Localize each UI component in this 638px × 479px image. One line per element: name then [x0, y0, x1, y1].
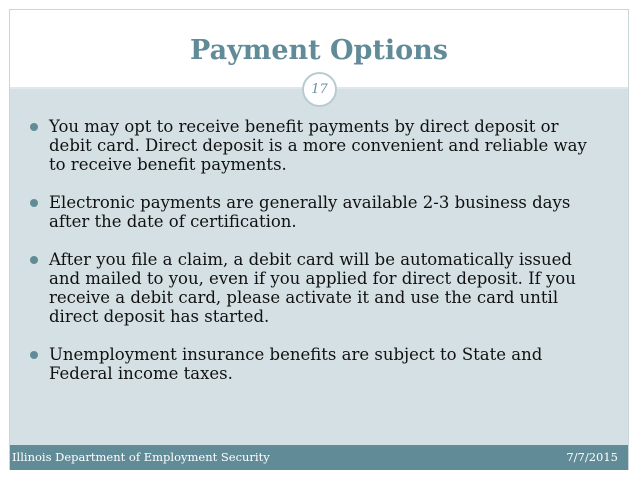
- bullet-dot-icon: [30, 199, 38, 207]
- slide-title: Payment Options: [190, 35, 448, 66]
- footer-date: 7/7/2015: [566, 450, 618, 464]
- bullet-list: [30, 117, 600, 402]
- bullet-item: [30, 250, 600, 326]
- bullet-text: After you file a claim, a debit card will be automatically issued and mailed to you, even if you applied for direct deposit. If you receive a debit card, please activate it and use the card until direct deposit has started.: [49, 250, 576, 326]
- bullet-text: Unemployment insurance benefits are subject to State and Federal income taxes.: [49, 345, 543, 383]
- bullet-dot-icon: [30, 351, 38, 359]
- bullet-item: [30, 117, 600, 174]
- bullet-text: Electronic payments are generally available 2-3 business days after the date of certification.: [49, 193, 571, 231]
- footer-organization: Illinois Department of Employment Security: [12, 450, 270, 464]
- bullet-dot-icon: [30, 123, 38, 131]
- bullet-item: [30, 345, 600, 383]
- bullet-dot-icon: [30, 256, 38, 264]
- page-number-badge: 17: [302, 72, 337, 107]
- footer-bar: [10, 445, 628, 470]
- bullet-item: [30, 193, 600, 231]
- bullet-text: You may opt to receive benefit payments by direct deposit or debit card. Direct deposit is a more convenient and reliable way to receive benefit payments.: [49, 117, 587, 174]
